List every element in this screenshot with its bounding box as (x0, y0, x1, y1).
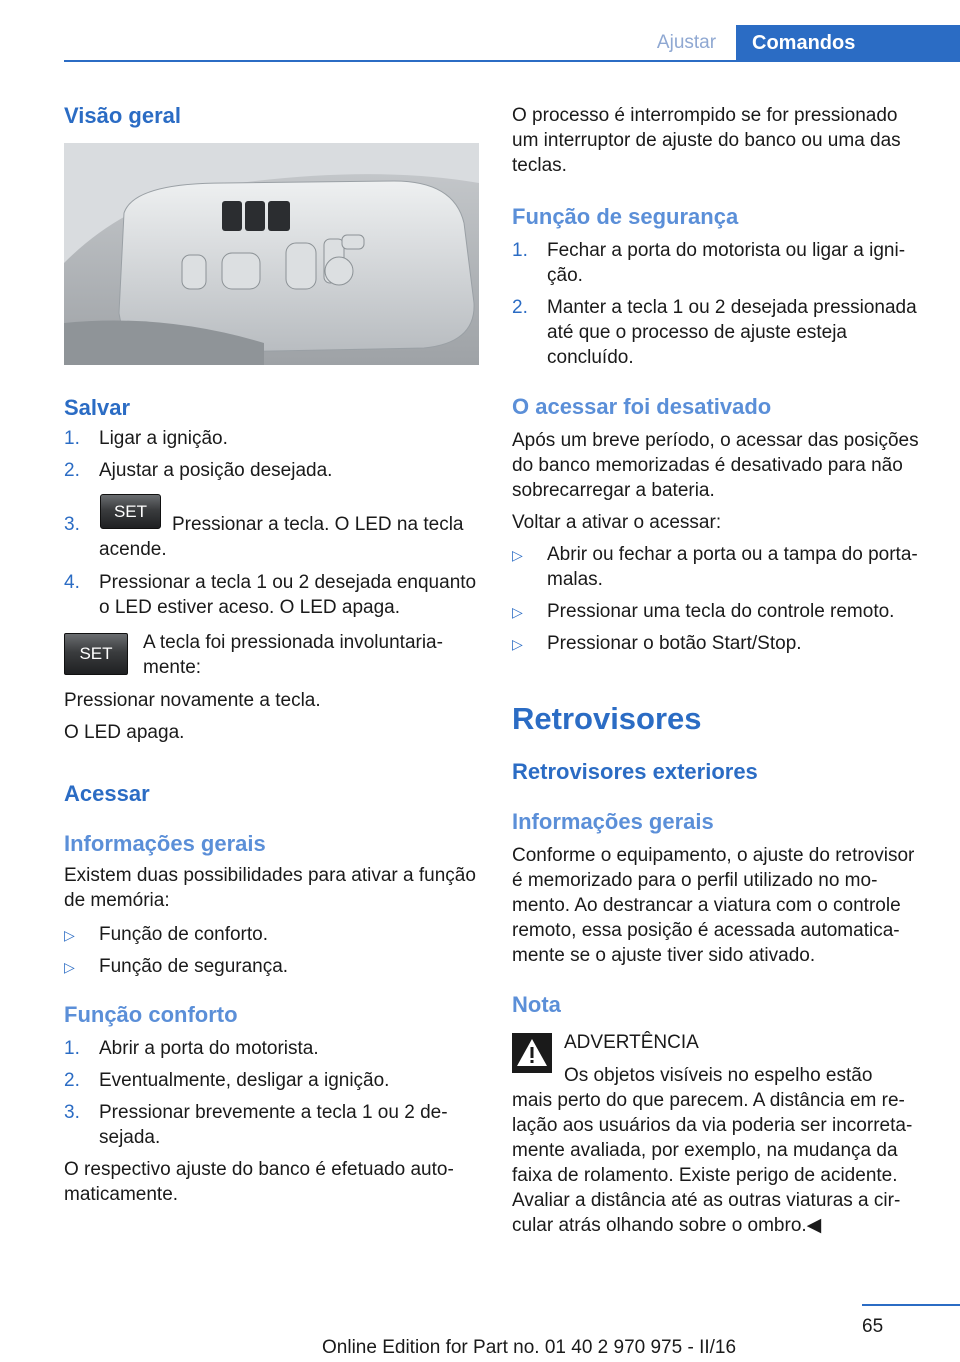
step-number: 1. (512, 240, 528, 261)
set-button-note-icon: SET (64, 633, 128, 675)
salvar-after-2: O LED apaga. (64, 722, 185, 743)
acessar-bullet-1: Função de conforto. (99, 924, 268, 945)
set-button-icon: SET (100, 494, 161, 529)
conforto-after: O respectivo ajuste do banco é efetuado automaticamente. (64, 1159, 454, 1205)
bullet-triangle-icon: ▷ (512, 604, 523, 620)
warning-label: ADVERTÊNCIA (564, 1032, 699, 1053)
salvar-after-1: Pressionar novamente a tecla. (64, 690, 321, 711)
header-rule (64, 60, 960, 62)
seguranca-step-2: Manter a tecla 1 ou 2 desejada pressionada até que o processo de ajuste esteja concluído. (547, 297, 917, 368)
acessar-bullet-2: Função de segurança. (99, 956, 289, 977)
warning-text-rest: mais perto do que parecem. A distância em relação aos usuários da via poderia ser incorretamente avaliada, por exemplo, na mudança da faixa de rolamento. Existe perigo de acidente. Avaliar a distância até as outras viaturas a circular atrás olhando sobre o ombro.◀ (512, 1090, 913, 1236)
heading-informacoes-gerais: Informações gerais (64, 831, 266, 856)
heading-informacoes-gerais-retro: Informações gerais (512, 809, 714, 834)
seat-memory-buttons-photo (64, 143, 479, 365)
heading-retrovisores: Retrovisores (512, 701, 702, 736)
salvar-step-4: Pressionar a tecla 1 ou 2 desejada enquanto o LED estiver aceso. O LED apaga. (99, 572, 477, 618)
step-number: 4. (64, 572, 80, 593)
salvar-step-3-cont: acende. (99, 539, 167, 560)
voltar-bullet-1: Abrir ou fechar a porta ou a tampa do porta-malas. (547, 544, 918, 590)
salvar-step-1: Ligar a ignição. (99, 428, 228, 449)
interrupt-text: O processo é interrompido se for pressionado um interruptor de ajuste do banco ou uma das teclas. (512, 105, 901, 176)
heading-acessar-desativado: O acessar foi desativado (512, 394, 772, 419)
header-tab-ajustar[interactable]: Ajustar (656, 32, 717, 53)
set-note-text: A tecla foi pressionada involuntariamente: (143, 632, 443, 678)
footer-rule (862, 1304, 960, 1306)
bullet-triangle-icon: ▷ (64, 959, 75, 975)
acessar-info-text: Existem duas possibilidades para ativar a função de memória: (64, 865, 476, 911)
header-tab-comandos[interactable]: Comandos (736, 25, 960, 61)
conforto-step-3: Pressionar brevemente a tecla 1 ou 2 desejada. (99, 1102, 448, 1148)
step-number: 3. (64, 514, 80, 535)
salvar-step-3: Pressionar a tecla. O LED na tecla (172, 514, 464, 535)
conforto-step-2: Eventualmente, desligar a ignição. (99, 1070, 390, 1091)
step-number: 2. (512, 297, 528, 318)
salvar-step-2: Ajustar a posição desejada. (99, 460, 333, 481)
heading-funcao-seguranca: Função de segurança (512, 204, 739, 229)
heading-salvar: Salvar (64, 395, 131, 420)
warning-text-first: Os objetos visíveis no espelho estão (564, 1065, 873, 1086)
step-number: 3. (64, 1102, 80, 1123)
heading-acessar: Acessar (64, 781, 150, 806)
retro-info-text: Conforme o equipamento, o ajuste do retrovisor é memorizado para o perfil utilizado no momento. Ao destrancar a viatura com o controle remoto, essa posição é acessada automaticamente se o ajuste tiver sido ativado. (512, 845, 915, 966)
heading-visao-geral: Visão geral (64, 103, 181, 128)
heading-funcao-conforto: Função conforto (64, 1002, 238, 1027)
warning-triangle-icon (512, 1033, 552, 1073)
voltar-bullet-3: Pressionar o botão Start/Stop. (547, 633, 802, 654)
seguranca-step-1: Fechar a porta do motorista ou ligar a ignição. (547, 240, 906, 286)
step-number: 2. (64, 1070, 80, 1091)
bullet-triangle-icon: ▷ (64, 927, 75, 943)
heading-retrovisores-exteriores: Retrovisores exteriores (512, 759, 758, 784)
conforto-step-1: Abrir a porta do motorista. (99, 1038, 319, 1059)
step-number: 1. (64, 428, 80, 449)
heading-nota: Nota (512, 992, 561, 1017)
footer-edition: Online Edition for Part no. 01 40 2 970 975 - II/16 (322, 1337, 737, 1358)
bullet-triangle-icon: ▷ (512, 636, 523, 652)
step-number: 2. (64, 460, 80, 481)
step-number: 1. (64, 1038, 80, 1059)
desativado-text: Após um breve período, o acessar das posições do banco memorizadas é desativado para não sobrecarregar a bateria. (512, 430, 919, 501)
bullet-triangle-icon: ▷ (512, 547, 523, 563)
voltar-text: Voltar a ativar o acessar: (512, 512, 722, 533)
voltar-bullet-2: Pressionar uma tecla do controle remoto. (547, 601, 895, 622)
page-number: 65 (862, 1316, 884, 1337)
